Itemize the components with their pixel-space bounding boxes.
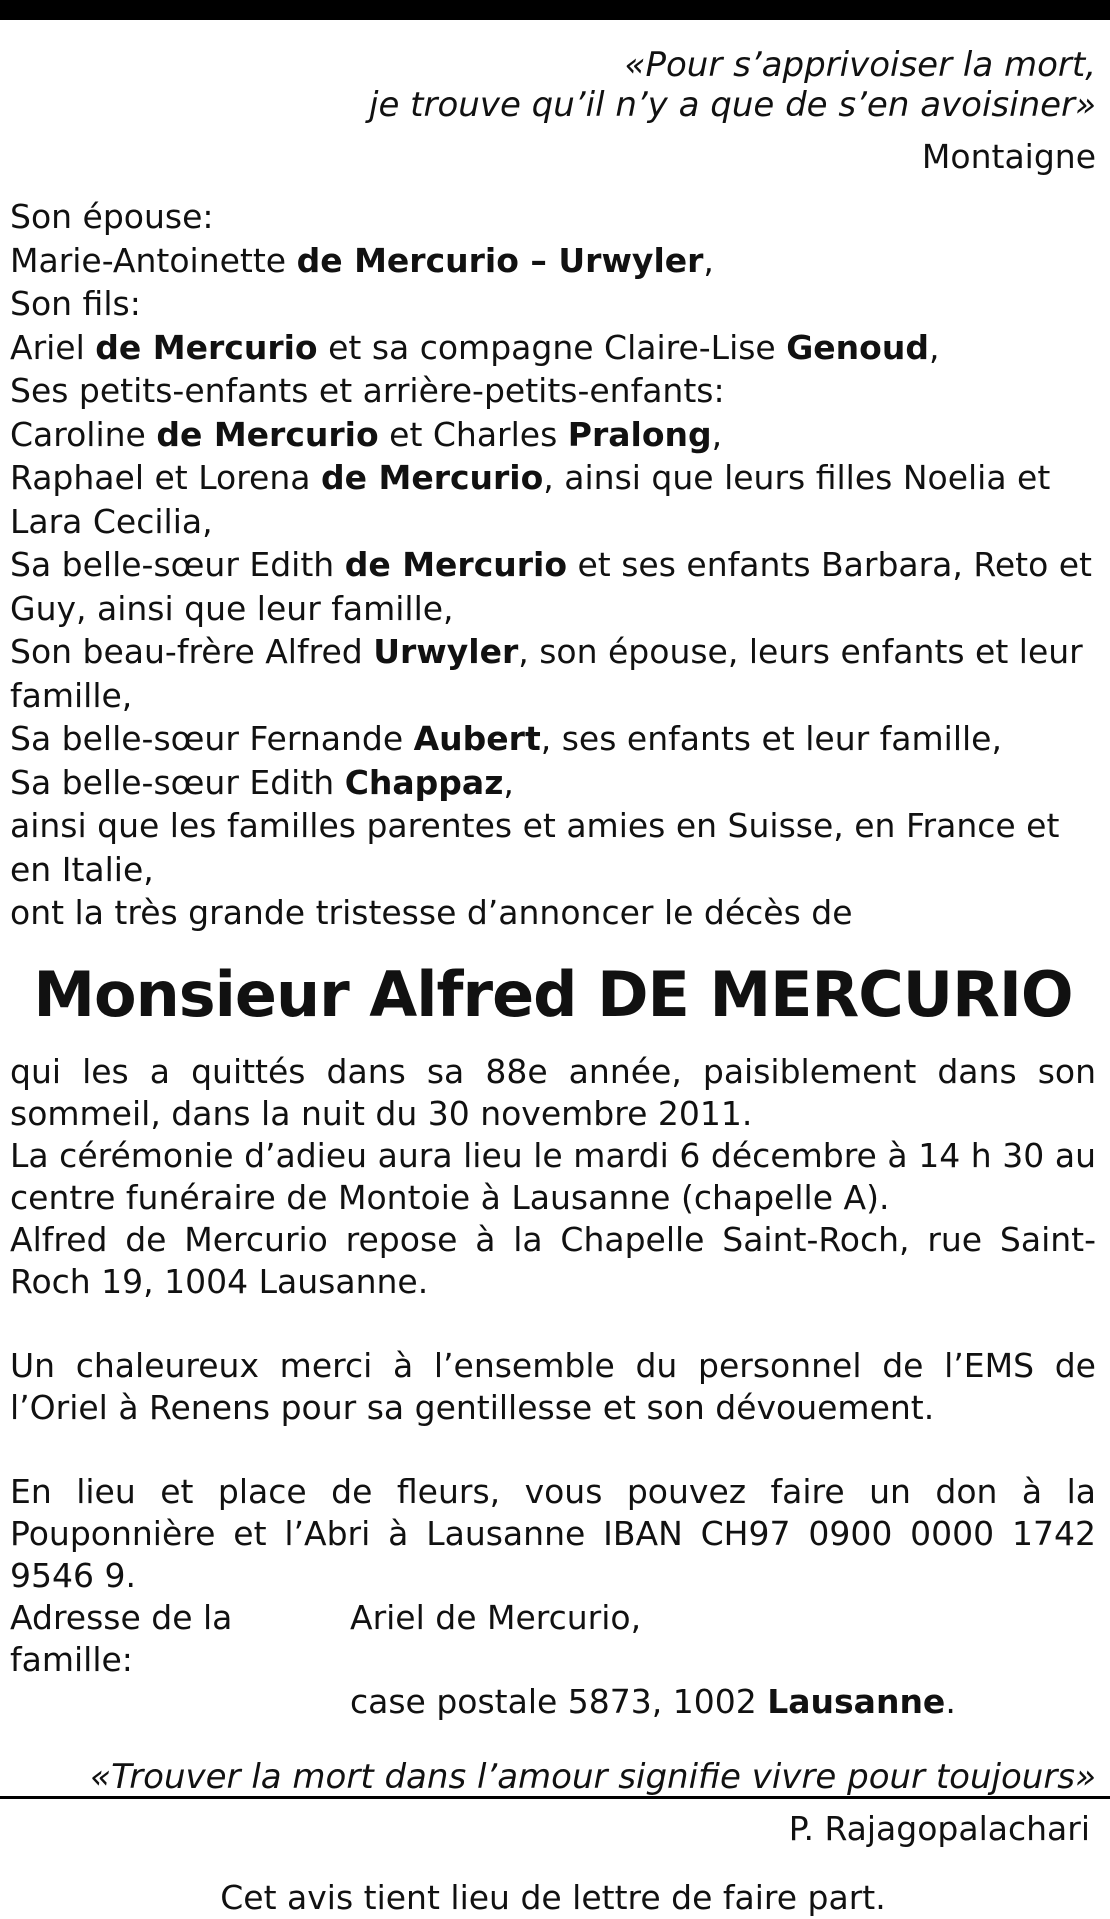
family-text: Ses petits-enfants et arrière-petits-enfants: xyxy=(10,371,725,410)
deceased-name: Monsieur Alfred DE MERCURIO xyxy=(33,957,1073,1031)
family-surname: Urwyler xyxy=(373,632,519,671)
address-label: Adresse de la famille: xyxy=(10,1597,233,1679)
family-text: Sa belle-sœur Edith xyxy=(10,545,345,584)
family-text: et Charles xyxy=(378,414,568,454)
obituary-notice xyxy=(10,20,1096,1919)
epigraph-line: «Pour s’apprivoiser la mort, xyxy=(624,45,1096,85)
family-line xyxy=(10,717,1096,761)
family-text: Son épouse: xyxy=(10,197,214,236)
thanks-paragraph: Un chaleureux merci à l’ensemble du personnel de l’EMS de l’Oriel à Renens pour sa gentillesse et son dévouement. xyxy=(10,1345,1096,1427)
family-text: Son fils: xyxy=(10,284,141,323)
closing-quote: «Trouver la mort dans l’amour signifie vivre pour toujours» xyxy=(90,1756,1096,1797)
family-line xyxy=(10,630,1096,717)
family-line xyxy=(10,282,1096,326)
family-text: , ainsi que leurs filles Noelia et Lara Cecilia, xyxy=(10,458,1051,541)
family-text: ont la très grande tristesse d’annoncer le décès de xyxy=(10,893,853,932)
family-surname: Chappaz xyxy=(344,762,504,802)
family-surname: de Mercurio xyxy=(320,458,544,497)
address-city: Lausanne xyxy=(767,1681,946,1721)
address-line-2: case postale 5873, 1002 Lausanne. xyxy=(350,1681,956,1721)
family-line xyxy=(10,761,1096,805)
family-text: Ariel xyxy=(10,327,96,367)
family-text: et sa compagne Claire-Lise xyxy=(317,327,787,367)
family-line xyxy=(10,804,1096,891)
family-text: et ses enfants Barbara, Reto et Guy, ainsi que leur famille, xyxy=(10,545,1092,628)
family-text: Sa belle-sœur Fernande xyxy=(10,719,414,758)
address-line-1: Ariel de Mercurio, xyxy=(350,1597,642,1637)
ceremony-paragraph: La cérémonie d’adieu aura lieu le mardi 6 décembre à 14 h 30 au centre funéraire de Montoie à Lausanne (chapelle A). xyxy=(10,1135,1096,1217)
closing-note: Cet avis tient lieu de lettre de faire part. xyxy=(220,1877,886,1917)
family-line xyxy=(10,891,1096,935)
family-text: , xyxy=(711,414,723,454)
family-surname: Genoud xyxy=(786,327,929,367)
family-surname: de Mercurio xyxy=(156,414,379,454)
family-text: Son beau-frère Alfred xyxy=(10,632,374,671)
epigraph-quote xyxy=(10,45,1096,125)
bottom-border xyxy=(0,1796,1110,1799)
family-text: , xyxy=(928,327,940,367)
top-border xyxy=(0,0,1110,20)
family-line xyxy=(10,369,1096,413)
family-line xyxy=(10,239,1096,283)
family-list xyxy=(10,195,1096,935)
family-line xyxy=(10,543,1096,630)
family-text: ainsi que les familles parentes et amies en Suisse, en France et en Italie, xyxy=(10,806,1060,889)
family-text: , ses enfants et leur famille, xyxy=(540,719,1002,758)
family-line xyxy=(10,456,1096,543)
family-text: Sa belle-sœur Edith xyxy=(10,762,345,802)
family-surname: de Mercurio xyxy=(344,545,568,584)
family-text: , xyxy=(503,762,514,802)
passing-paragraph: qui les a quittés dans sa 88e année, paisiblement dans son sommeil, dans la nuit du 30 novembre 2011. xyxy=(10,1051,1096,1133)
rest-location-paragraph: Alfred de Mercurio repose à la Chapelle Saint-Roch, rue Saint-Roch 19, 1004 Lausanne. xyxy=(10,1219,1096,1301)
donation-paragraph: En lieu et place de fleurs, vous pouvez faire un don à la Pouponnière et l’Abri à Lausanne IBAN CH97 0900 0000 1742 9546 9. xyxy=(10,1471,1096,1595)
family-surname: Pralong xyxy=(567,414,712,454)
family-surname: de Mercurio – Urwyler xyxy=(296,240,704,280)
family-surname: de Mercurio xyxy=(95,327,318,367)
family-text: Raphael et Lorena xyxy=(10,458,321,497)
family-line xyxy=(10,195,1096,239)
family-text: , son épouse, leurs enfants et leur famille, xyxy=(10,632,1083,715)
family-line xyxy=(10,326,1096,370)
family-text: , xyxy=(703,240,714,280)
family-surname: Aubert xyxy=(413,719,541,758)
epigraph-author: Montaigne xyxy=(921,137,1096,176)
epigraph-line: je trouve qu’il n’y a que de s’en avoisiner» xyxy=(369,85,1096,125)
family-text: Marie-Antoinette xyxy=(10,240,297,280)
family-line xyxy=(10,413,1096,457)
closing-quote-author: P. Rajagopalachari xyxy=(788,1808,1090,1848)
family-address xyxy=(10,1597,1096,1723)
family-text: Caroline xyxy=(10,414,157,454)
